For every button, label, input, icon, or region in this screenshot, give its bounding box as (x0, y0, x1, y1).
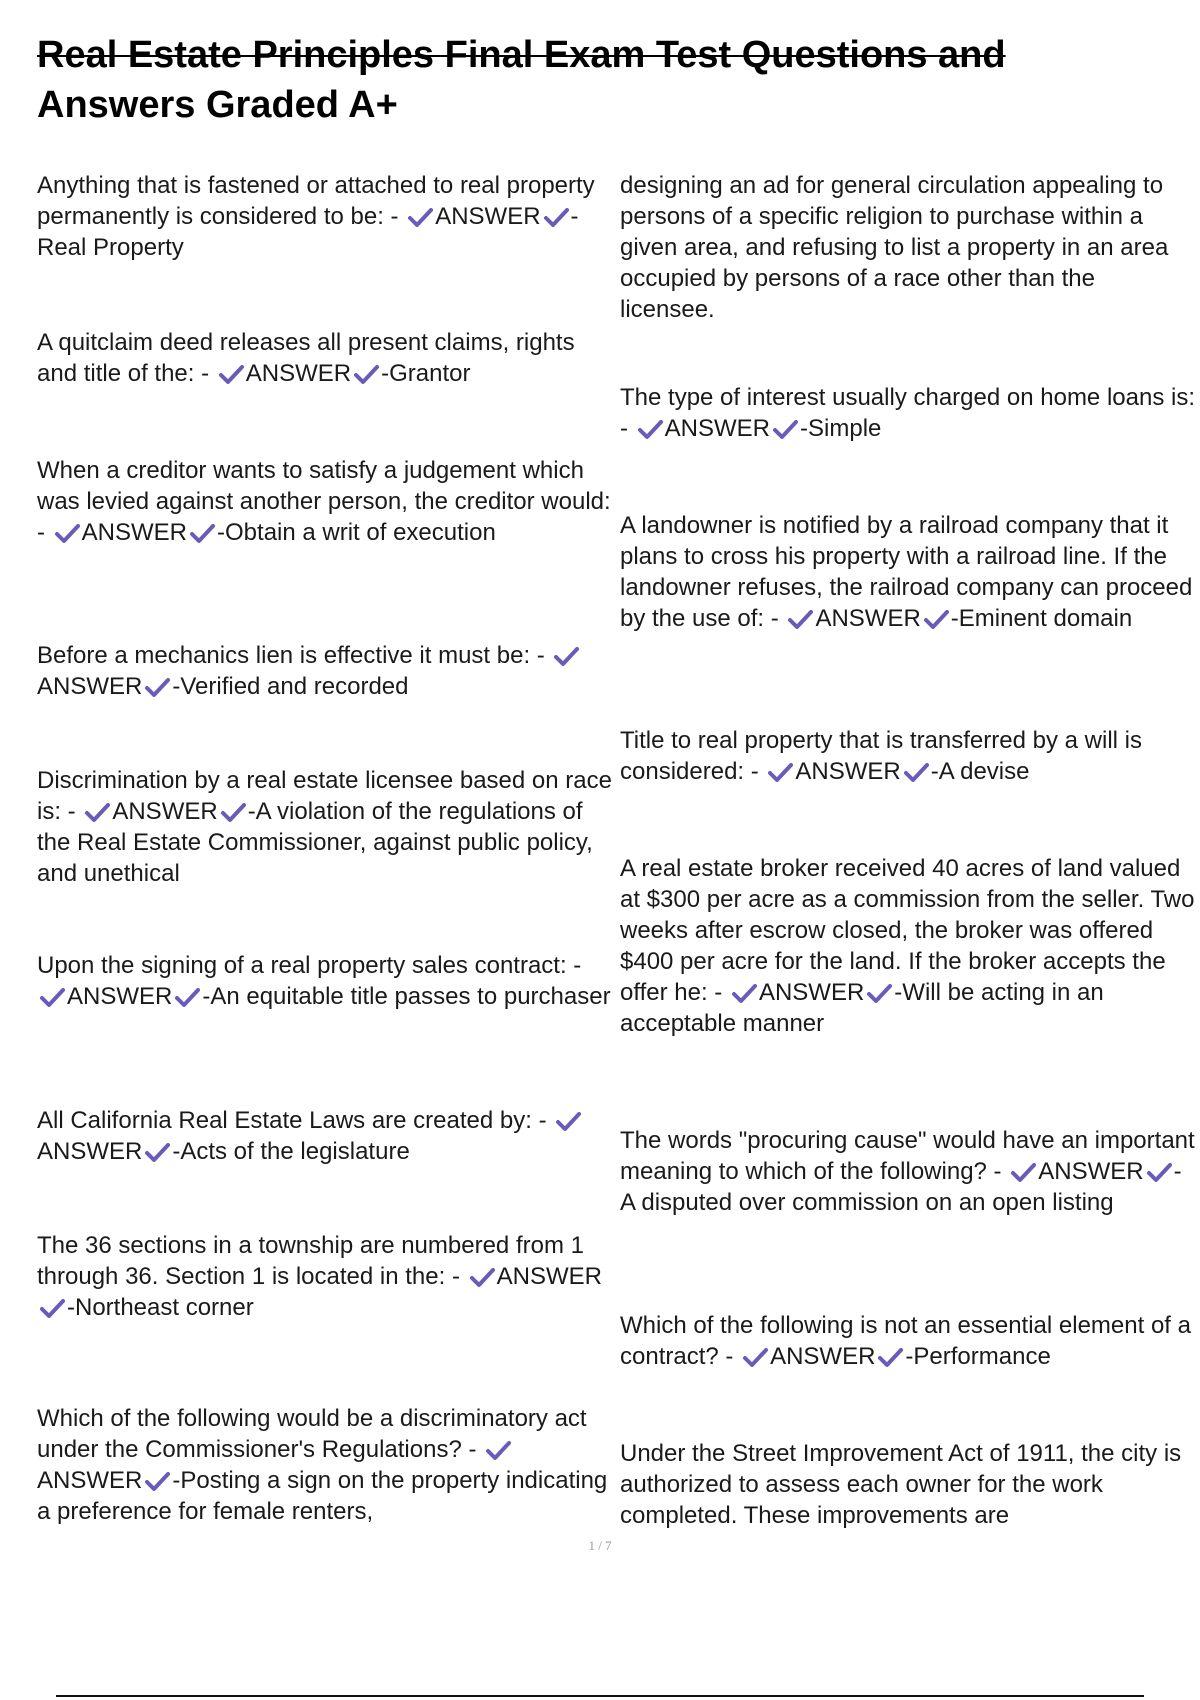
answer-text: -Acts of the legislature (172, 1138, 410, 1165)
checkmark-icon (921, 607, 951, 631)
checkmark-icon (553, 1109, 583, 1133)
question-text: When a creditor wants to satisfy a judgement which was levied against another person, the creditor would: - (37, 457, 611, 546)
answer-label: ANSWER (37, 1467, 143, 1494)
checkmark-icon (875, 1345, 905, 1369)
answer-text: -Grantor (381, 360, 471, 387)
answer-text: -Northeast corner (67, 1294, 254, 1321)
qa-item (37, 1230, 612, 1323)
page-number: 1 / 7 (588, 1538, 612, 1553)
qa-item (37, 1105, 612, 1167)
qa-item (37, 640, 612, 702)
checkmark-icon (216, 362, 246, 386)
answer-text: -Will be acting in an acceptable manner (620, 979, 1104, 1037)
checkmark-icon (765, 760, 795, 784)
checkmark-icon (483, 1438, 513, 1462)
qa-item (37, 170, 612, 263)
qa-item (620, 1125, 1195, 1218)
qa-item (37, 765, 612, 889)
answer-label: ANSWER (67, 983, 173, 1010)
answer-label: ANSWER (758, 979, 865, 1006)
checkmark-icon (1144, 1160, 1174, 1184)
question-text: The 36 sections in a township are numbered from 1 through 36. Section 1 is located in the: - (37, 1232, 584, 1290)
answer-text: -A devise (930, 758, 1030, 785)
checkmark-icon (864, 981, 894, 1005)
qa-item (620, 1310, 1195, 1372)
trailing-question-text: Under the Street Improvement Act of 1911, the city is authorized to assess each owner for the work completed. These improvements are (620, 1440, 1182, 1529)
qa-item (37, 327, 612, 389)
checkmark-icon (740, 1345, 770, 1369)
continuation-text: designing an ad for general circulation appealing to persons of a specific religion to purchase within a given area, and refusing to list a property in an area occupied by persons of a race other than the licensee. (620, 172, 1169, 323)
checkmark-icon (1008, 1160, 1038, 1184)
answer-text: -A violation of the regulations of the Real Estate Commissioner, against public policy, and unethical (37, 798, 593, 887)
checkmark-icon (37, 985, 67, 1009)
question-text: The type of interest usually charged on home loans is: - (620, 384, 1195, 442)
question-text: Title to real property that is transferred by a will is considered: - (620, 727, 1142, 785)
answer-label: ANSWER (770, 1343, 876, 1370)
question-text: A real estate broker received 40 acres of land valued at $300 per acre as a commission from the seller. Two weeks after escrow closed, the broker was offered $400 per acre for the land. If the broker accepts the offer he: - (620, 855, 1195, 1006)
answer-label: ANSWER (112, 798, 218, 825)
answer-label: ANSWER (37, 673, 143, 700)
question-text: Before a mechanics lien is effective it must be: - (37, 642, 545, 669)
answer-label: ANSWER (664, 415, 771, 442)
checkmark-icon (351, 362, 381, 386)
question-text: Discrimination by a real estate licensee based on race is: - (37, 767, 612, 825)
title-line-2: Answers Graded A+ (37, 84, 398, 126)
answer-text: -Posting a sign on the property indicating a preference for female renters, (37, 1467, 608, 1525)
title-line-1: Real Estate Principles Final Exam Test Questions and (37, 34, 1006, 76)
checkmark-icon (551, 644, 581, 668)
checkmark-icon (785, 607, 815, 631)
checkmark-icon (729, 981, 759, 1005)
question-text: All California Real Estate Laws are created by: - (37, 1107, 547, 1134)
answer-text: -Verified and recorded (172, 673, 409, 700)
answer-text: -Simple (800, 415, 882, 442)
qa-item (37, 950, 612, 1012)
page-divider (56, 1695, 1144, 1697)
checkmark-icon (172, 985, 202, 1009)
checkmark-icon (37, 1296, 67, 1320)
question-text: A quitclaim deed releases all present claims, rights and title of the: - (37, 329, 575, 387)
qa-item (37, 455, 612, 548)
answer-label: ANSWER (245, 360, 352, 387)
answer-label: ANSWER (795, 758, 901, 785)
answer-label: ANSWER (1038, 1158, 1144, 1185)
answer-label: ANSWER (81, 519, 188, 546)
question-text: Which of the following is not an essential element of a contract? - (620, 1312, 1191, 1370)
answer-label: ANSWER (815, 605, 921, 632)
question-text: The words "procuring cause" would have an important meaning to which of the following? - (620, 1127, 1195, 1185)
answer-text: -Real Property (37, 203, 579, 261)
checkmark-icon (467, 1265, 497, 1289)
answer-text: -Obtain a writ of execution (217, 519, 496, 546)
checkmark-icon (635, 417, 665, 441)
answer-label: ANSWER (496, 1263, 602, 1290)
checkmark-icon (541, 205, 571, 229)
checkmark-icon (187, 521, 217, 545)
checkmark-icon (52, 521, 82, 545)
checkmark-icon (770, 417, 800, 441)
qa-item (620, 853, 1195, 1039)
qa-item (620, 510, 1195, 634)
answer-label: ANSWER (435, 203, 541, 230)
answer-text: -Eminent domain (950, 605, 1133, 632)
qa-item (620, 382, 1195, 444)
question-text: A landowner is notified by a railroad company that it plans to cross his property with a railroad line. If the landowner refuses, the railroad company can proceed by the use of: - (620, 512, 1193, 632)
qa-item (620, 725, 1195, 787)
checkmark-icon (142, 1140, 172, 1164)
document-title (37, 30, 1157, 130)
answer-label: ANSWER (37, 1138, 143, 1165)
question-text: Which of the following would be a discriminatory act under the Commissioner's Regulations? - (37, 1405, 587, 1463)
answer-text: -Performance (905, 1343, 1051, 1370)
checkmark-icon (142, 1469, 172, 1493)
qa-item (37, 1403, 612, 1527)
answer-text: -An equitable title passes to purchaser (202, 983, 611, 1010)
checkmark-icon (405, 205, 435, 229)
checkmark-icon (901, 760, 931, 784)
checkmark-icon (218, 800, 248, 824)
checkmark-icon (82, 800, 112, 824)
question-text: Upon the signing of a real property sales contract: - (37, 952, 582, 979)
checkmark-icon (142, 675, 172, 699)
question-text: Anything that is fastened or attached to real property permanently is considered to be: - (37, 172, 595, 230)
answer-text: -A disputed over commission on an open listing (620, 1158, 1182, 1216)
